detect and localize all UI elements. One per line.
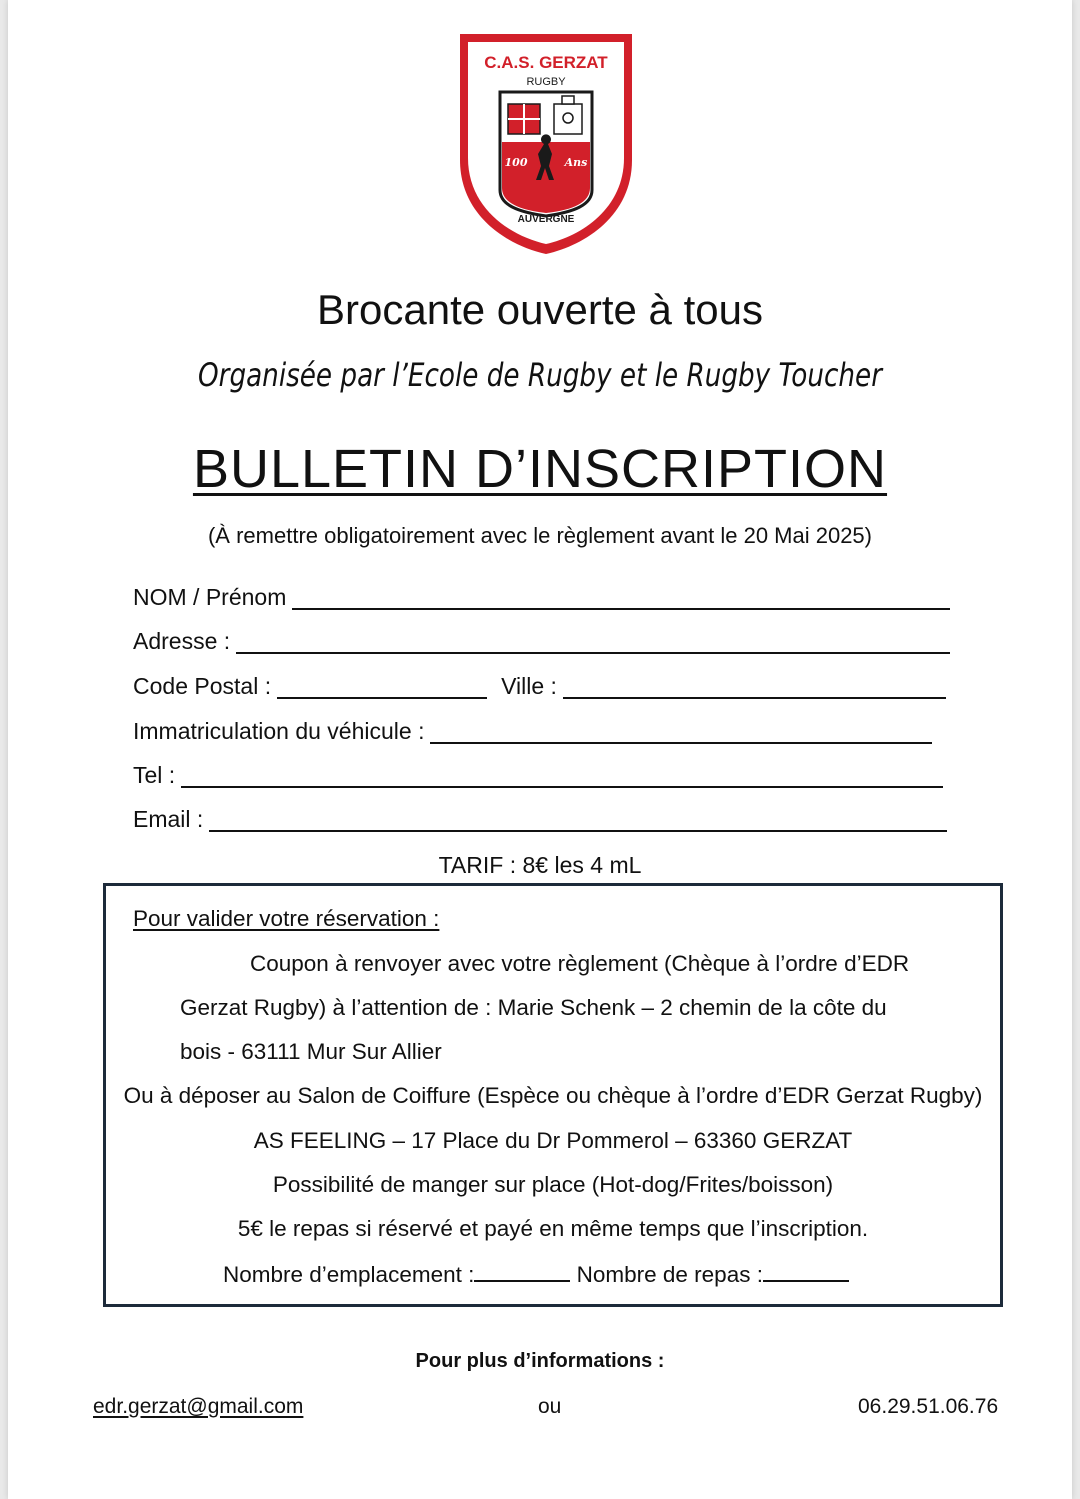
- field-tel-label: Tel :: [133, 762, 176, 788]
- logo-region-text: AUVERGNE: [517, 214, 575, 225]
- logo-banner-right: Ans: [564, 156, 588, 169]
- repas-label: Nombre de repas :: [576, 1262, 763, 1287]
- logo-banner-left: 100: [504, 156, 528, 169]
- field-adresse[interactable]: [133, 625, 950, 657]
- repas-blank[interactable]: [763, 1280, 849, 1282]
- contact-phone: 06.29.51.06.76: [858, 1395, 999, 1418]
- form-title-text: BULLETIN D’INSCRIPTION: [192, 439, 888, 499]
- tarif-text: TARIF : 8€ les 4 mL: [438, 852, 642, 878]
- reservation-line-5: AS FEELING – 17 Place du Dr Pommerol – 63360 GERZAT: [253, 1128, 853, 1153]
- field-adresse-line[interactable]: [236, 652, 950, 654]
- field-code-postal-label: Code Postal :: [133, 673, 272, 699]
- form-title: [8, 438, 1072, 500]
- field-email-line[interactable]: [209, 830, 947, 832]
- info-title: Pour plus d’informations :: [415, 1350, 665, 1372]
- footer-or-text: ou: [538, 1395, 562, 1418]
- emplacements-blank[interactable]: [474, 1280, 570, 1282]
- reservation-heading: Pour valider votre réservation :: [133, 906, 440, 931]
- reservation-counts: [223, 1262, 849, 1288]
- reservation-line-1: Coupon à renvoyer avec votre règlement (Chèque à l’ordre d’EDR: [250, 951, 910, 976]
- field-email-label: Email :: [133, 806, 204, 832]
- field-tel-line[interactable]: [181, 786, 943, 788]
- reservation-line-3: bois - 63111 Mur Sur Allier: [180, 1039, 442, 1064]
- field-nom-label: NOM / Prénom: [133, 584, 287, 610]
- reservation-line-4: Ou à déposer au Salon de Coiffure (Espèce ou chèque à l’ordre d’EDR Gerzat Rugby): [123, 1083, 983, 1108]
- field-immatriculation-label: Immatriculation du véhicule :: [133, 718, 425, 744]
- logo-sport-text: RUGBY: [526, 76, 566, 88]
- emplacements-label: Nombre d’emplacement :: [223, 1262, 475, 1287]
- reservation-box: [103, 883, 1003, 1307]
- reservation-line-2: Gerzat Rugby) à l’attention de : Marie Schenk – 2 chemin de la côte du: [180, 995, 887, 1020]
- field-immatriculation[interactable]: [133, 715, 932, 747]
- field-ville-line[interactable]: [563, 697, 946, 699]
- field-nom-line[interactable]: [292, 608, 950, 610]
- field-tel[interactable]: [133, 759, 943, 791]
- field-adresse-label: Adresse :: [133, 628, 231, 654]
- contact-email-link[interactable]: edr.gerzat@gmail.com: [93, 1395, 304, 1418]
- field-nom[interactable]: [133, 581, 950, 613]
- page-title: Brocante ouverte à tous: [317, 286, 763, 333]
- page-subtitle: Organisée par l’Ecole de Rugby et le Rugby Toucher: [198, 356, 882, 394]
- club-crest-logo: [456, 30, 636, 258]
- field-code-postal-line[interactable]: [277, 697, 487, 699]
- reservation-line-7: 5€ le repas si réservé et payé en même temps que l’inscription.: [237, 1216, 869, 1241]
- reservation-line-6: Possibilité de manger sur place (Hot-dog/Frites/boisson): [272, 1172, 834, 1197]
- field-immatriculation-line[interactable]: [430, 742, 932, 744]
- field-email[interactable]: [133, 803, 947, 835]
- field-code-postal[interactable]: [133, 670, 946, 702]
- deadline-note: (À remettre obligatoirement avec le règlement avant le 20 Mai 2025): [207, 523, 872, 548]
- logo-club-text: C.A.S. GERZAT: [484, 53, 608, 72]
- field-ville-label: Ville :: [501, 673, 557, 699]
- document-page: [8, 0, 1072, 1499]
